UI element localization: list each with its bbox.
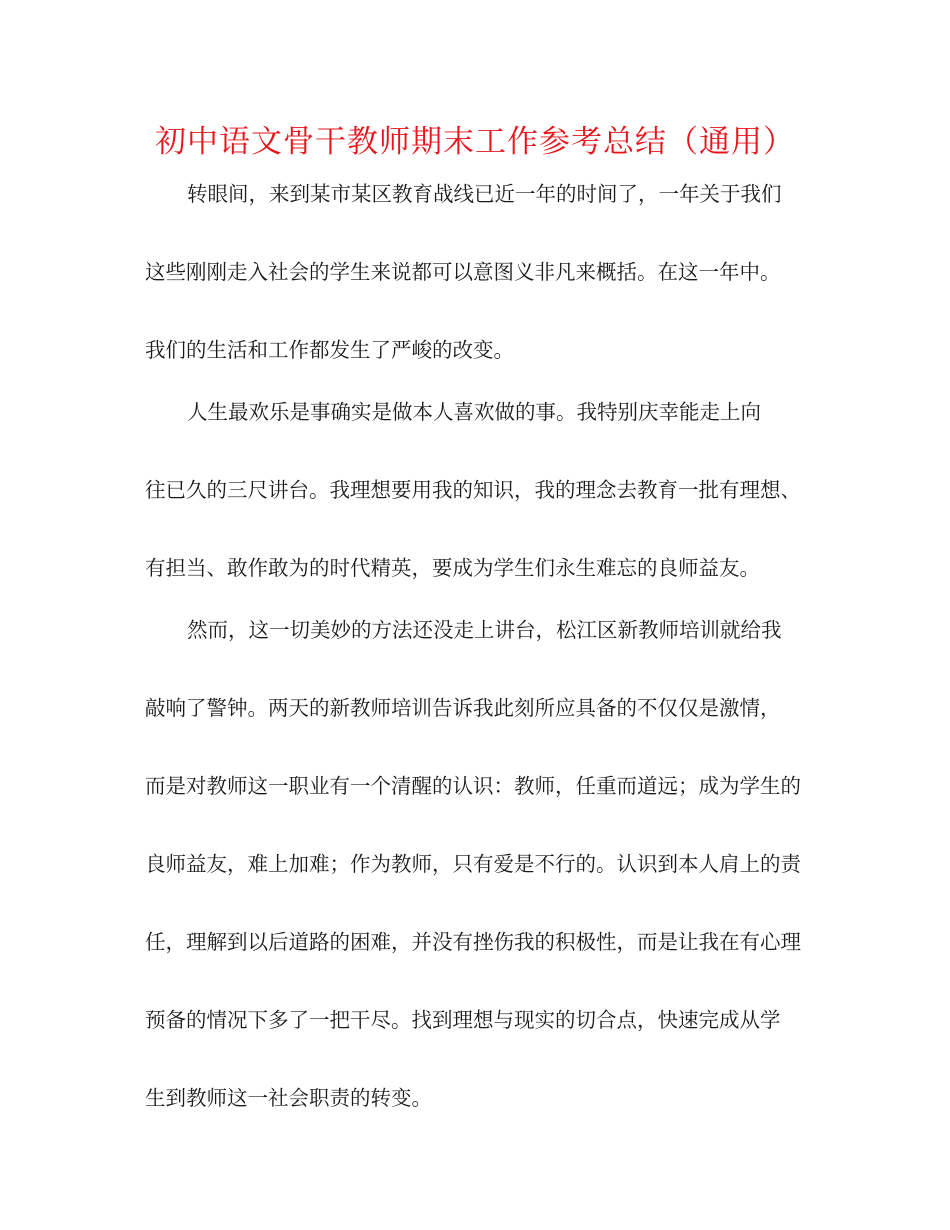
paragraph-line: 人生最欢乐是事确实是做本人喜欢做的事。我特别庆幸能走上向 (187, 400, 761, 424)
paragraph-line: 敲响了警钟。两天的新教师培训告诉我此刻所应具备的不仅仅是激情， (145, 696, 781, 720)
paragraph-3 (145, 610, 825, 1118)
paragraph-line: 预备的情况下多了一把干尽。找到理想与现实的切合点，快速完成从学 (145, 1008, 781, 1032)
paragraph-1 (145, 174, 825, 370)
document-body (145, 174, 825, 1118)
paragraph-line: 有担当、敢作敢为的时代精英，要成为学生们永生难忘的良师益友。 (145, 556, 760, 580)
paragraph-2 (145, 392, 825, 588)
paragraph-line: 转眼间，来到某市某区教育战线已近一年的时间了，一年关于我们 (187, 182, 782, 206)
paragraph-line: 良师益友，难上加难；作为教师，只有爱是不行的。认识到本人肩上的责 (145, 852, 801, 876)
paragraph-line: 然而，这一切美妙的方法还没走上讲台，松江区新教师培训就给我 (187, 618, 782, 642)
paragraph-line: 而是对教师这一职业有一个清醒的认识：教师，任重而道远；成为学生的 (145, 774, 801, 798)
paragraph-line: 任，理解到以后道路的困难，并没有挫伤我的积极性，而是让我在有心理 (145, 930, 801, 954)
paragraph-line: 往已久的三尺讲台。我理想要用我的知识，我的理念去教育一批有理想、 (145, 478, 801, 502)
paragraph-line: 这些刚刚走入社会的学生来说都可以意图义非凡来概括。在这一年中。 (145, 260, 781, 284)
document-title: 初中语文骨干教师期末工作参考总结（通用） (155, 124, 795, 160)
paragraph-line: 我们的生活和工作都发生了严峻的改变。 (145, 338, 514, 362)
paragraph-line: 生到教师这一社会职责的转变。 (145, 1086, 432, 1110)
